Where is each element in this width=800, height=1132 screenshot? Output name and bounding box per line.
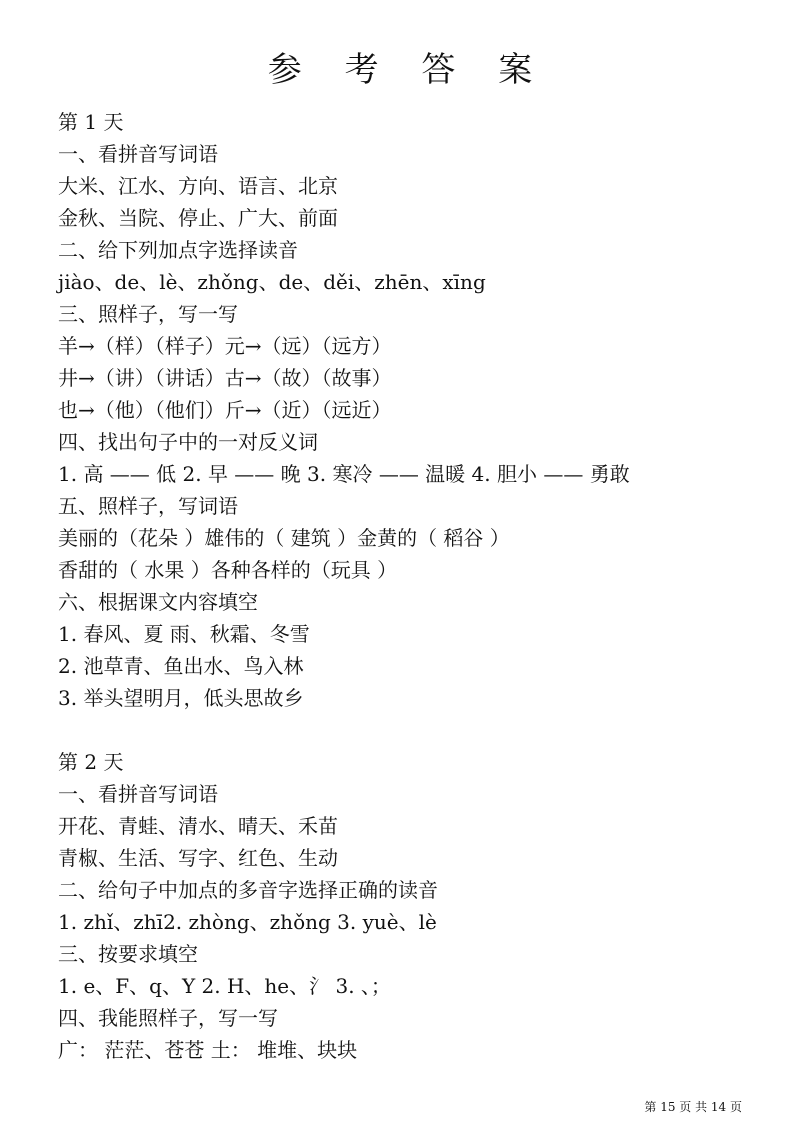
answer-line: 3. 举头望明月，低头思故乡 (58, 686, 304, 710)
answer-line: 1. 高 —— 低 2. 早 —— 晚 3. 寒冷 —— 温暖 4. 胆小 —— 勇敢 (58, 462, 630, 486)
section-heading: 一、看拼音写词语 (58, 782, 218, 806)
answer-line: 2. 池草青、鱼出水、鸟入林 (58, 654, 304, 678)
answer-line: 1. 春风、夏 雨、秋霜、冬雪 (58, 622, 310, 646)
page-footer: 第 15 页 共 14 页 (644, 1100, 742, 1114)
section-heading: 四、找出句子中的一对反义词 (58, 430, 318, 454)
section-heading: 三、照样子，写一写 (58, 302, 238, 326)
answer-line: 美丽的（花朵 ）雄伟的（ 建筑 ）金黄的（ 稻谷 ） (58, 526, 510, 550)
answer-line: 羊→（样）（样子）元→（远）（远方） (58, 334, 392, 358)
answer-line: 1. zhǐ、zhī2. zhòng、zhǒng 3. yuè、lè (58, 910, 437, 934)
section-heading: 五、照样子，写词语 (58, 494, 238, 518)
answer-line: 1. e、F、q、Y 2. H、he、氵 3. 、； (58, 974, 391, 998)
answer-line: 也→（他）（他们）斤→（近）（远近） (58, 398, 392, 422)
answer-line: 金秋、当院、停止、广大、前面 (58, 206, 338, 230)
answer-line: 开花、青蛙、清水、晴天、禾苗 (58, 814, 338, 838)
section-heading: 四、我能照样子，写一写 (58, 1006, 278, 1030)
answer-line: jiào、de、lè、zhǒng、de、děi、zhēn、xīng (58, 270, 486, 294)
day-heading: 第 1 天 (58, 110, 124, 134)
answer-line: 大米、江水、方向、语言、北京 (58, 174, 338, 198)
day-heading: 第 2 天 (58, 750, 124, 774)
section-heading: 一、看拼音写词语 (58, 142, 218, 166)
section-heading: 六、根据课文内容填空 (58, 590, 258, 614)
answer-line: 青椒、生活、写字、红色、生动 (58, 846, 338, 870)
answer-line: 香甜的（ 水果 ）各种各样的（玩具 ） (58, 558, 398, 582)
answer-content (58, 106, 758, 1066)
section-heading: 二、给句子中加点的多音字选择正确的读音 (58, 878, 438, 902)
page-title: 参 考 答 案 (267, 50, 549, 90)
section-heading: 二、给下列加点字选择读音 (58, 238, 298, 262)
answer-line: 广： 茫茫、苍苍 土： 堆堆、块块 (58, 1038, 358, 1062)
section-heading: 三、按要求填空 (58, 942, 198, 966)
answer-line: 井→（讲）（讲话）古→（故）（故事） (58, 366, 392, 390)
section-gap (58, 714, 758, 746)
